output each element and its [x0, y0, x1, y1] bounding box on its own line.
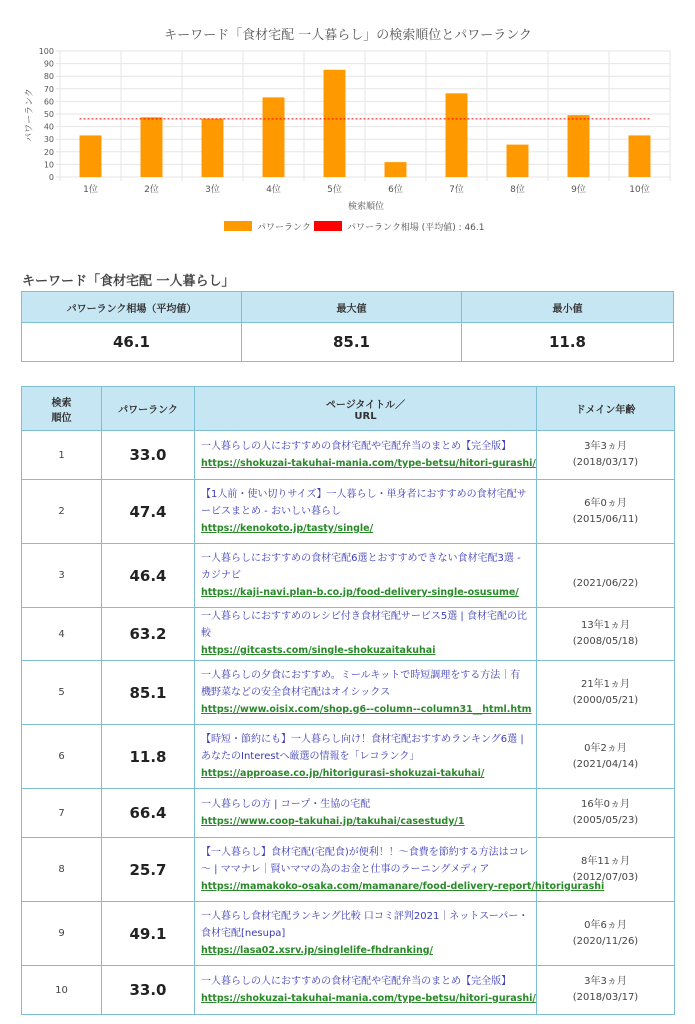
- row-url-link[interactable]: https://shokuzai-takuhai-mania.com/type-betsu/hitori-gurashi/: [201, 992, 536, 1004]
- row-domain-date: (2000/05/21): [572, 694, 639, 706]
- row-domain-age: 0年2ヵ月: [584, 742, 627, 754]
- row-domain-date: (2018/03/17): [572, 992, 639, 1003]
- summary-value-average: 46.1: [22, 323, 242, 362]
- row-domain-age: 13年1ヵ月: [580, 620, 631, 631]
- row-page-title-link[interactable]: 一人暮らしの人におすすめの食材宅配や宅配弁当のまとめ【完全版】: [201, 975, 512, 987]
- bar: [80, 135, 102, 177]
- row-domain-age: 16年0ヵ月: [580, 799, 631, 810]
- summary-value-min: 11.8: [462, 323, 674, 362]
- header-page-line2: URL: [354, 410, 377, 422]
- header-domain-age: ドメイン年齢: [537, 387, 675, 431]
- row-domain-age: 8年11ヵ月: [580, 855, 631, 867]
- row-power-rank: 46.4: [102, 544, 195, 608]
- row-domain-age: 21年1ヵ月: [580, 678, 631, 690]
- row-power-rank: 85.1: [102, 661, 195, 725]
- y-tick-label: 90: [43, 59, 54, 69]
- summary-table: [21, 291, 674, 362]
- y-tick-label: 80: [43, 72, 54, 82]
- row-url-link[interactable]: https://lasa02.xsrv.jp/singlelife-fhdranking/: [201, 944, 433, 956]
- header-rank: [22, 387, 102, 431]
- row-url-link[interactable]: https://shokuzai-takuhai-mania.com/type-betsu/hitori-gurashi/: [201, 457, 536, 469]
- legend-label-line: パワーランク相場 (平均値) : 46.1: [347, 223, 485, 233]
- power-rank-chart: [0, 0, 695, 240]
- row-power-rank: 25.7: [102, 838, 195, 902]
- row-rank: 1: [22, 431, 102, 480]
- y-tick-label: 70: [43, 84, 54, 94]
- row-power-rank: 49.1: [102, 902, 195, 966]
- row-page-title-link[interactable]: 【一人暮らし】食材宅配(宅配食)が便利！！～食費を節約する方法はコレ～ | ママナレ｜賢いママの為のお金と仕事のラーニングメディア: [201, 846, 529, 875]
- table-row: [22, 966, 675, 1015]
- legend-swatch-line: [314, 221, 342, 231]
- row-url-link[interactable]: https://kenokoto.jp/tasty/single/: [201, 522, 374, 534]
- row-domain-date: (2021/04/14): [572, 758, 639, 770]
- x-axis: [83, 183, 650, 195]
- bar: [263, 97, 285, 177]
- table-row: [22, 431, 675, 480]
- x-axis-label: 検索順位: [347, 202, 385, 212]
- x-tick-label: 10位: [629, 185, 650, 195]
- y-axis-label: パワーランク: [25, 88, 35, 142]
- row-power-rank: 63.2: [102, 608, 195, 661]
- y-tick-label: 20: [43, 147, 54, 157]
- row-rank: 7: [22, 789, 102, 838]
- x-tick-label: 7位: [449, 185, 464, 195]
- bar: [446, 93, 468, 177]
- row-url-link[interactable]: https://kaji-navi.plan-b.co.jp/food-delivery-single-osusume/: [201, 586, 519, 598]
- row-page-title-link[interactable]: 一人暮らしにおすすめの食材宅配6選とおすすめできない食材宅配3選 - カジナビ: [201, 552, 521, 581]
- x-tick-label: 8位: [510, 185, 525, 195]
- y-tick-label: 0: [48, 173, 54, 182]
- row-rank: 8: [22, 838, 102, 902]
- x-tick-label: 3位: [205, 185, 220, 195]
- row-rank: 6: [22, 725, 102, 789]
- bar: [385, 162, 407, 177]
- table-row: [22, 725, 675, 789]
- row-power-rank: 11.8: [102, 725, 195, 789]
- y-tick-label: 40: [43, 122, 54, 132]
- row-page-title-link[interactable]: 一人暮らしの夕食におすすめ。ミールキットで時短調理をする方法｜有機野菜などの安全食材宅配はオイシックス: [201, 669, 521, 698]
- row-domain-date: (2005/05/23): [572, 815, 639, 826]
- y-tick-label: 50: [43, 110, 54, 119]
- legend-label-bar: パワーランク: [257, 223, 311, 233]
- legend: [224, 221, 485, 233]
- row-power-rank: 33.0: [102, 431, 195, 480]
- header-rank-line1: 検索: [51, 397, 72, 409]
- y-tick-label: 100: [38, 47, 54, 56]
- row-page-title-link[interactable]: 一人暮らしの方 | コープ・生協の宅配: [201, 798, 371, 810]
- table-row: [22, 544, 675, 608]
- x-tick-label: 4位: [266, 185, 281, 195]
- row-url-link[interactable]: https://www.coop-takuhai.jp/takuhai/casestudy/1: [201, 815, 465, 827]
- x-tick-label: 6位: [388, 185, 403, 195]
- bar: [202, 119, 224, 177]
- row-power-rank: 47.4: [102, 480, 195, 544]
- row-rank: 3: [22, 544, 102, 608]
- summary-header-min: 最小値: [462, 292, 674, 323]
- row-domain-date: (2018/03/17): [572, 457, 639, 468]
- row-url-link[interactable]: https://mamakoko-osaka.com/mamanare/food-delivery-report/hitorigurashi: [201, 880, 605, 892]
- row-page-title-link[interactable]: 一人暮らしにおすすめのレシピ付き食材宅配サービス5選 | 食材宅配の比較: [201, 611, 527, 639]
- y-tick-label: 30: [43, 135, 54, 145]
- row-rank: 9: [22, 902, 102, 966]
- y-tick-label: 10: [43, 160, 54, 170]
- row-domain-age: 3年3ヵ月: [584, 976, 627, 987]
- legend-swatch-bar: [224, 221, 252, 231]
- y-axis: [39, 47, 54, 182]
- table-row: [22, 661, 675, 725]
- bar: [507, 145, 529, 177]
- row-rank: 10: [22, 966, 102, 1015]
- row-page-title-link[interactable]: 一人暮らし食材宅配ランキング比較 口コミ評判2021｜ネットスーパー・食材宅配[nesupa]: [201, 910, 529, 939]
- row-page-title-link[interactable]: 【1人前・使い切りサイズ】一人暮らし・単身者におすすめの食材宅配サービスまとめ - おいしい暮らし: [201, 488, 527, 517]
- bar: [324, 70, 346, 177]
- x-tick-label: 1位: [83, 185, 98, 195]
- row-page-title-link[interactable]: 【時短・節約にも】一人暮らし向け！食材宅配おすすめランキング6選 | あなたのInterestへ厳選の情報を「レコランク」: [201, 733, 524, 762]
- ranking-header-row: [22, 387, 675, 431]
- row-url-link[interactable]: https://gitcasts.com/single-shokuzaitakuhai: [201, 645, 436, 656]
- header-page-line1: ページタイトル／: [325, 399, 406, 411]
- row-domain-age: 0年6ヵ月: [584, 919, 627, 931]
- row-domain-date: (2020/11/26): [572, 935, 639, 947]
- ranking-table: [21, 386, 675, 1015]
- summary-header-row: [22, 292, 674, 323]
- table-row: [22, 480, 675, 544]
- row-domain-age: 3年3ヵ月: [584, 441, 627, 452]
- table-row: [22, 902, 675, 966]
- bar: [568, 115, 590, 177]
- row-domain-date: (2012/07/03): [572, 871, 639, 883]
- bar: [141, 117, 163, 177]
- summary-header-average: パワーランク相場（平均値）: [22, 292, 242, 323]
- row-rank: 2: [22, 480, 102, 544]
- row-rank: 4: [22, 608, 102, 661]
- table-row: [22, 789, 675, 838]
- summary-value-max: 85.1: [242, 323, 462, 362]
- header-page: [195, 387, 537, 431]
- table-row: [22, 838, 675, 902]
- header-rank-line2: 順位: [51, 412, 72, 424]
- summary-header-max: 最大値: [242, 292, 462, 323]
- row-domain-age: 6年0ヵ月: [584, 497, 627, 509]
- row-page-title-link[interactable]: 一人暮らしの人におすすめの食材宅配や宅配弁当のまとめ【完全版】: [201, 440, 512, 452]
- x-tick-label: 5位: [327, 185, 342, 195]
- row-domain-date: (2008/05/18): [572, 636, 639, 647]
- row-url-link[interactable]: https://approase.co.jp/hitorigurasi-shokuzai-takuhai/: [201, 767, 485, 779]
- chart-title: キーワード「食材宅配 一人暮らし」の検索順位とパワーランク: [164, 28, 532, 43]
- y-tick-label: 60: [43, 97, 54, 107]
- summary-value-row: [22, 323, 674, 362]
- table-row: [22, 608, 675, 661]
- row-power-rank: 33.0: [102, 966, 195, 1015]
- keyword-heading: キーワード「食材宅配 一人暮らし」: [22, 274, 235, 289]
- row-rank: 5: [22, 661, 102, 725]
- bar: [629, 135, 651, 177]
- row-url-link[interactable]: https://www.oisix.com/shop.g6--column--column31__html.htm: [201, 703, 532, 715]
- header-power-rank: パワーランク: [102, 387, 195, 431]
- x-tick-label: 2位: [144, 185, 159, 195]
- row-power-rank: 66.4: [102, 789, 195, 838]
- row-domain-date: (2021/06/22): [572, 577, 639, 589]
- row-domain-date: (2015/06/11): [572, 513, 639, 525]
- x-tick-label: 9位: [571, 185, 586, 195]
